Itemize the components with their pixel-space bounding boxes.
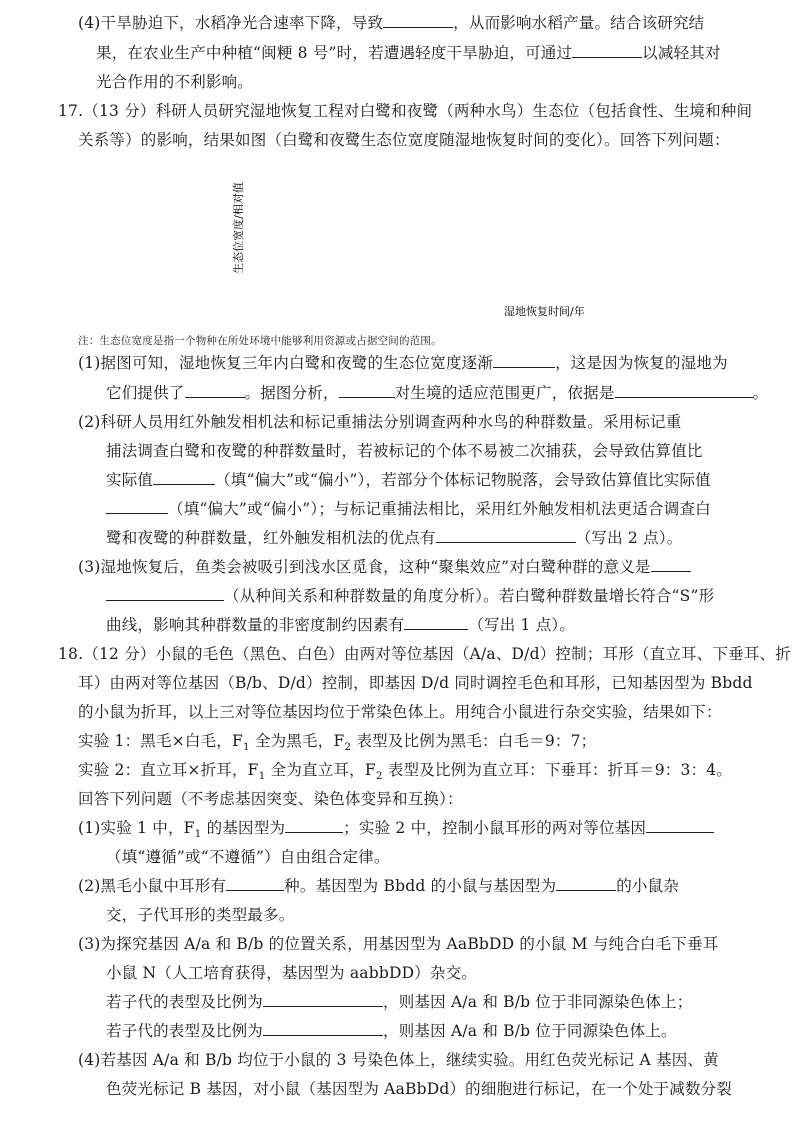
answer-blank[interactable] <box>153 469 215 485</box>
q18-1-line2: （填“遵循”或“不遵循”）自由组合定律。 <box>106 848 390 866</box>
q17-2-line5: 鹭和夜鹭的种群数量，红外触发相机法的优点有 （写出 2 点）。 <box>106 529 683 547</box>
q16-4-line3: 光合作用的不利影响。 <box>96 73 254 91</box>
q18-3-line2: 小鼠 N（人工培育获得，基因型为 aabbDD）杂交。 <box>106 964 477 982</box>
x-axis-label: 湿地恢复时间/年 <box>504 305 585 318</box>
q18-4-line1: (4)若基因 A/a 和 B/b 均位于小鼠的 3 号染色体上，继续实验。用红色荧光标记 A 基因、黄 <box>78 1051 719 1069</box>
q18-4-line2: 色荧光标记 B 基因，对小鼠（基因型为 AaBbDd）的细胞进行标记，在一个处于减数分裂 <box>106 1080 733 1098</box>
q16-4-line1: (4)干旱胁迫下，水稻净光合速率下降，导致 ，从而影响水稻产量。结合该研究结 <box>78 14 705 32</box>
q17-1-line1: (1)据图可知，湿地恢复三年内白鹭和夜鹭的生态位宽度逐渐 ，这是因为恢复的湿地为 <box>78 354 728 372</box>
bar-chart-svg <box>228 140 608 325</box>
q17-note: 注：生态位宽度是指一个物种在所处环境中能够利用资源或占据空间的范围。 <box>78 335 442 347</box>
q18-2-line2: 交，子代耳形的类型最多。 <box>106 906 295 924</box>
q17-2-line4: （填“偏大”或“偏小”）；与标记重捕法相比，采用红外触发相机法更适合调查白 <box>106 498 711 520</box>
answer-blank[interactable] <box>285 817 343 833</box>
answer-blank[interactable] <box>646 817 714 833</box>
q18-1-line1: (1)实验 1 中，$F_1$ 的基因型为 ；实验 2 中，控制小鼠耳形的两对等位基因 <box>78 817 714 845</box>
q18-experiment-1: 实验 1：黑毛×白毛，$F_1$ 全为黑毛，$F_2$ 表型及比例为黑毛：白毛＝9：7； <box>78 732 597 754</box>
answer-blank[interactable] <box>263 1020 383 1036</box>
q18-stem-line3: 的小鼠为折耳，以上三对等位基因均位于常染色体上。用纯合小鼠进行杂交实验，结果如下： <box>78 703 722 721</box>
q17-2-line1: (2)科研人员用红外触发相机法和标记重捕法分别调查两种水鸟的种群数量。采用标记重 <box>78 413 682 431</box>
q18-experiment-2: 实验 2：直立耳×折耳，$F_1$ 全为直立耳，$F_2$ 表型及比例为直立耳：下垂耳：折耳＝9：3：4。 <box>78 761 733 783</box>
q18-stem-line1: 18.（12 分）小鼠的毛色（黑色、白色）由两对等位基因（A/a、D/d）控制；耳形（直立耳、下垂耳、折 <box>58 645 791 663</box>
q17-3-line1: (3)湿地恢复后，鱼类会被吸引到浅水区觅食，这种“聚集效应”对白鹭种群的意义是 <box>78 556 691 578</box>
q18-instruction: 回答下列问题（不考虑基因突变、染色体变异和互换）： <box>78 790 463 808</box>
answer-blank[interactable] <box>383 12 453 28</box>
q17-stem-line1: 17.（13 分）科研人员研究湿地恢复工程对白鹭和夜鹭（两种水鸟）生态位（包括食性、生境和种间 <box>58 102 753 120</box>
q17-1-line2: 它们提供了 。据图分析， 对生境的适应范围更广，依据是 。 <box>106 384 769 402</box>
answer-blank[interactable] <box>615 382 753 398</box>
answer-blank[interactable] <box>436 527 576 543</box>
q18-stem-line2: 耳）由两对等位基因（B/b、D/d）控制，即基因 D/d 同时调控毛色和耳形，已知基因型为 Bbdd <box>78 674 753 692</box>
q18-2-line1: (2)黑毛小鼠中耳形有 种。基因型为 Bbdd 的小鼠与基因型为 的小鼠杂 <box>78 877 679 895</box>
answer-blank[interactable] <box>263 991 383 1007</box>
answer-blank[interactable] <box>651 556 691 572</box>
q17-stem-line2: 关系等）的影响，结果如图（白鹭和夜鹭生态位宽度随湿地恢复时间的变化）。回答下列问题： <box>78 131 730 149</box>
answer-blank[interactable] <box>339 382 395 398</box>
answer-blank[interactable] <box>556 875 616 891</box>
answer-blank[interactable] <box>226 875 284 891</box>
niche-width-chart <box>228 140 608 325</box>
q17-3-line2: （从种间关系和种群数量的角度分析）。若白鹭种群数量增长符合“S”形 <box>106 585 714 607</box>
answer-blank[interactable] <box>185 382 245 398</box>
q17-3-line3: 曲线，影响其种群数量的非密度制约因素有 （写出 1 点）。 <box>106 616 576 634</box>
answer-blank[interactable] <box>106 585 224 601</box>
q16-4-line2: 果，在农业生产中种植“闽粳 8 号”时，若遭遇轻度干旱胁迫，可通过 以减轻其对 <box>96 44 721 62</box>
answer-blank[interactable] <box>493 352 555 368</box>
q18-3-line1: (3)为探究基因 A/a 和 B/b 的位置关系，用基因型为 AaBbDD 的小鼠 M 与纯合白毛下垂耳 <box>78 935 719 953</box>
q18-3-line4: 若子代的表型及比例为 ，则基因 A/a 和 B/b 位于同源染色体上。 <box>106 1022 677 1040</box>
answer-blank[interactable] <box>404 614 468 630</box>
q17-2-line3: 实际值 （填“偏大”或“偏小”），若部分个体标记物脱落，会导致估算值比实际值 <box>106 471 711 489</box>
q18-3-line3: 若子代的表型及比例为 ，则基因 A/a 和 B/b 位于非同源染色体上； <box>106 993 693 1011</box>
answer-blank[interactable] <box>572 42 642 58</box>
answer-blank[interactable] <box>106 498 168 514</box>
y-axis-label: 生态位宽度/相对值 <box>232 182 245 274</box>
q17-2-line2: 捕法调查白鹭和夜鹭的种群数量时，若被标记的个体不易被二次捕获，会导致估算值比 <box>106 442 703 460</box>
